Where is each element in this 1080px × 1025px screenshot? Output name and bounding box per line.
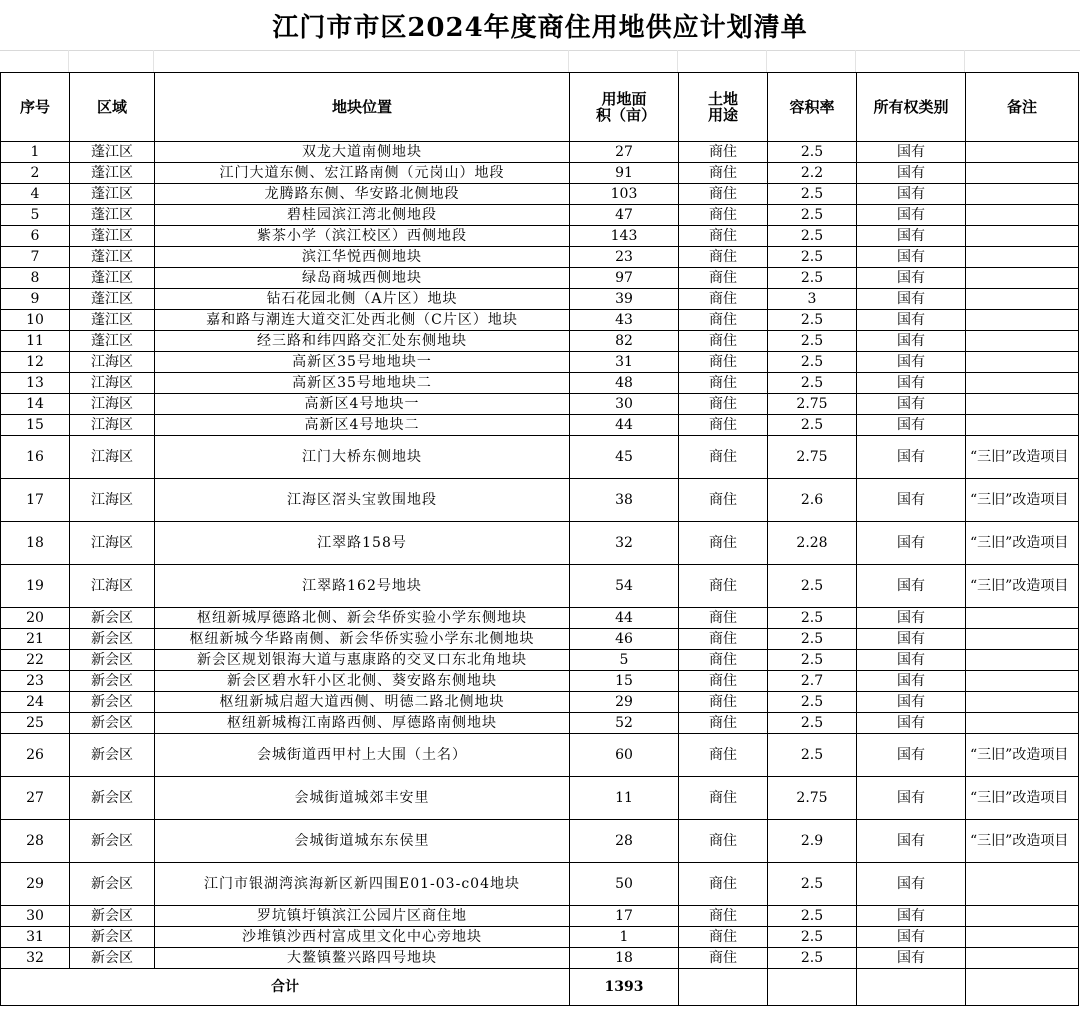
- cell-seq: 11: [1, 331, 70, 352]
- cell-area: 143: [570, 226, 679, 247]
- cell-use: 商住: [679, 522, 768, 565]
- cell-note: [966, 289, 1079, 310]
- table-row: [1, 436, 1079, 479]
- cell-seq: 28: [1, 820, 70, 863]
- cell-ownership: 国有: [857, 247, 966, 268]
- cell-use: 商住: [679, 205, 768, 226]
- cell-area: 1: [570, 927, 679, 948]
- cell-district: 蓬江区: [70, 205, 155, 226]
- table-row: [1, 394, 1079, 415]
- cell-note: [966, 927, 1079, 948]
- cell-note: [966, 692, 1079, 713]
- cell-ownership: 国有: [857, 163, 966, 184]
- cell-district: 新会区: [70, 692, 155, 713]
- cell-area: 97: [570, 268, 679, 289]
- cell-note: [966, 394, 1079, 415]
- cell-far: 2.5: [768, 906, 857, 927]
- cell-seq: 10: [1, 310, 70, 331]
- total-label: 合计: [1, 969, 570, 1006]
- cell-use: 商住: [679, 629, 768, 650]
- table-row: [1, 565, 1079, 608]
- cell-district: 蓬江区: [70, 247, 155, 268]
- cell-district: 新会区: [70, 948, 155, 969]
- cell-far: 2.75: [768, 394, 857, 415]
- cell-district: 蓬江区: [70, 184, 155, 205]
- cell-ownership: 国有: [857, 310, 966, 331]
- table-row: [1, 948, 1079, 969]
- cell-use: 商住: [679, 142, 768, 163]
- cell-ownership: 国有: [857, 142, 966, 163]
- cell-far: 2.5: [768, 565, 857, 608]
- cell-area: 11: [570, 777, 679, 820]
- cell-use: 商住: [679, 289, 768, 310]
- cell-area: 28: [570, 820, 679, 863]
- table-row: [1, 415, 1079, 436]
- cell-use: 商住: [679, 184, 768, 205]
- cell-area: 46: [570, 629, 679, 650]
- cell-area: 50: [570, 863, 679, 906]
- cell-ownership: 国有: [857, 650, 966, 671]
- cell-use: 商住: [679, 479, 768, 522]
- cell-far: 2.7: [768, 671, 857, 692]
- total-row: [1, 969, 1079, 1006]
- cell-ownership: 国有: [857, 948, 966, 969]
- cell-ownership: 国有: [857, 394, 966, 415]
- cell-far: 2.5: [768, 927, 857, 948]
- cell-use: 商住: [679, 863, 768, 906]
- table-row: [1, 479, 1079, 522]
- cell-far: 2.5: [768, 629, 857, 650]
- cell-use: 商住: [679, 331, 768, 352]
- cell-district: 江海区: [70, 415, 155, 436]
- cell-area: 44: [570, 415, 679, 436]
- cell-district: 蓬江区: [70, 163, 155, 184]
- table-row: [1, 671, 1079, 692]
- grid-lines: [0, 50, 1080, 72]
- cell-district: 江海区: [70, 565, 155, 608]
- cell-location: 会城街道城东东侯里: [155, 820, 570, 863]
- cell-district: 蓬江区: [70, 310, 155, 331]
- header-row: [1, 73, 1079, 142]
- table-row: [1, 777, 1079, 820]
- cell-district: 新会区: [70, 906, 155, 927]
- cell-location: 沙堆镇沙西村富成里文化中心旁地块: [155, 927, 570, 948]
- table-row: [1, 142, 1079, 163]
- cell-far: 2.5: [768, 650, 857, 671]
- cell-seq: 27: [1, 777, 70, 820]
- cell-ownership: 国有: [857, 629, 966, 650]
- total-empty: [857, 969, 966, 1006]
- cell-note: [966, 142, 1079, 163]
- cell-ownership: 国有: [857, 863, 966, 906]
- cell-location: 江门大桥东侧地块: [155, 436, 570, 479]
- cell-seq: 2: [1, 163, 70, 184]
- cell-area: 23: [570, 247, 679, 268]
- cell-location: 江翠路162号地块: [155, 565, 570, 608]
- cell-far: 2.5: [768, 734, 857, 777]
- header-ownership: 所有权类别: [857, 73, 966, 142]
- header-use: 土地用途: [679, 73, 768, 142]
- cell-seq: 19: [1, 565, 70, 608]
- cell-district: 江海区: [70, 394, 155, 415]
- cell-ownership: 国有: [857, 289, 966, 310]
- cell-note: “三旧”改造项目: [966, 479, 1079, 522]
- table-row: [1, 692, 1079, 713]
- cell-area: 45: [570, 436, 679, 479]
- cell-note: [966, 163, 1079, 184]
- page-title: 江门市市区2024年度商住用地供应计划清单: [0, 0, 1080, 51]
- cell-use: 商住: [679, 734, 768, 777]
- cell-use: 商住: [679, 671, 768, 692]
- cell-use: 商住: [679, 373, 768, 394]
- cell-seq: 13: [1, 373, 70, 394]
- cell-district: 蓬江区: [70, 289, 155, 310]
- cell-note: [966, 629, 1079, 650]
- cell-use: 商住: [679, 310, 768, 331]
- cell-location: 龙腾路东侧、华安路北侧地段: [155, 184, 570, 205]
- cell-seq: 18: [1, 522, 70, 565]
- cell-far: 2.5: [768, 331, 857, 352]
- cell-district: 新会区: [70, 650, 155, 671]
- cell-ownership: 国有: [857, 734, 966, 777]
- cell-seq: 25: [1, 713, 70, 734]
- cell-use: 商住: [679, 777, 768, 820]
- cell-seq: 29: [1, 863, 70, 906]
- cell-area: 17: [570, 906, 679, 927]
- cell-note: [966, 247, 1079, 268]
- cell-location: 枢纽新城厚德路北侧、新会华侨实验小学东侧地块: [155, 608, 570, 629]
- cell-location: 枢纽新城今华路南侧、新会华侨实验小学东北侧地块: [155, 629, 570, 650]
- cell-use: 商住: [679, 268, 768, 289]
- cell-seq: 14: [1, 394, 70, 415]
- table-row: [1, 820, 1079, 863]
- cell-seq: 15: [1, 415, 70, 436]
- table-row: [1, 352, 1079, 373]
- cell-district: 江海区: [70, 373, 155, 394]
- cell-note: [966, 310, 1079, 331]
- cell-location: 高新区35号地地块二: [155, 373, 570, 394]
- cell-use: 商住: [679, 415, 768, 436]
- cell-district: 蓬江区: [70, 331, 155, 352]
- cell-ownership: 国有: [857, 373, 966, 394]
- cell-district: 新会区: [70, 777, 155, 820]
- cell-district: 新会区: [70, 671, 155, 692]
- table-row: [1, 268, 1079, 289]
- header-note: 备注: [966, 73, 1079, 142]
- cell-location: 新会区碧水轩小区北侧、葵安路东侧地块: [155, 671, 570, 692]
- cell-area: 52: [570, 713, 679, 734]
- cell-use: 商住: [679, 820, 768, 863]
- cell-far: 2.5: [768, 352, 857, 373]
- cell-ownership: 国有: [857, 906, 966, 927]
- cell-area: 15: [570, 671, 679, 692]
- cell-ownership: 国有: [857, 713, 966, 734]
- table-row: [1, 331, 1079, 352]
- cell-area: 27: [570, 142, 679, 163]
- cell-note: “三旧”改造项目: [966, 777, 1079, 820]
- cell-area: 60: [570, 734, 679, 777]
- cell-note: “三旧”改造项目: [966, 734, 1079, 777]
- cell-far: 2.75: [768, 777, 857, 820]
- total-empty: [768, 969, 857, 1006]
- cell-location: 双龙大道南侧地块: [155, 142, 570, 163]
- cell-far: 2.5: [768, 226, 857, 247]
- cell-district: 新会区: [70, 734, 155, 777]
- cell-use: 商住: [679, 650, 768, 671]
- cell-district: 新会区: [70, 608, 155, 629]
- cell-ownership: 国有: [857, 184, 966, 205]
- cell-ownership: 国有: [857, 226, 966, 247]
- cell-area: 91: [570, 163, 679, 184]
- cell-far: 2.5: [768, 608, 857, 629]
- cell-far: 2.5: [768, 184, 857, 205]
- cell-ownership: 国有: [857, 436, 966, 479]
- header-district: 区域: [70, 73, 155, 142]
- cell-location: 高新区35号地地块一: [155, 352, 570, 373]
- cell-area: 38: [570, 479, 679, 522]
- cell-location: 碧桂园滨江湾北侧地段: [155, 205, 570, 226]
- cell-ownership: 国有: [857, 352, 966, 373]
- cell-seq: 17: [1, 479, 70, 522]
- cell-far: 2.5: [768, 692, 857, 713]
- cell-ownership: 国有: [857, 927, 966, 948]
- cell-location: 紫茶小学（滨江校区）西侧地段: [155, 226, 570, 247]
- cell-location: 大鳌镇鳌兴路四号地块: [155, 948, 570, 969]
- cell-use: 商住: [679, 565, 768, 608]
- cell-use: 商住: [679, 948, 768, 969]
- cell-note: “三旧”改造项目: [966, 565, 1079, 608]
- cell-note: “三旧”改造项目: [966, 436, 1079, 479]
- cell-area: 29: [570, 692, 679, 713]
- cell-area: 54: [570, 565, 679, 608]
- cell-note: [966, 608, 1079, 629]
- table-row: [1, 373, 1079, 394]
- cell-note: [966, 226, 1079, 247]
- cell-seq: 5: [1, 205, 70, 226]
- cell-note: “三旧”改造项目: [966, 820, 1079, 863]
- cell-seq: 1: [1, 142, 70, 163]
- cell-seq: 7: [1, 247, 70, 268]
- cell-area: 30: [570, 394, 679, 415]
- cell-district: 新会区: [70, 863, 155, 906]
- cell-area: 32: [570, 522, 679, 565]
- cell-location: 高新区4号地块二: [155, 415, 570, 436]
- cell-note: [966, 205, 1079, 226]
- cell-district: 江海区: [70, 436, 155, 479]
- cell-seq: 20: [1, 608, 70, 629]
- cell-note: [966, 906, 1079, 927]
- cell-location: 滨江华悦西侧地块: [155, 247, 570, 268]
- cell-note: [966, 948, 1079, 969]
- cell-district: 江海区: [70, 352, 155, 373]
- cell-district: 新会区: [70, 820, 155, 863]
- cell-note: [966, 331, 1079, 352]
- cell-ownership: 国有: [857, 479, 966, 522]
- cell-location: 枢纽新城梅江南路西侧、厚德路南侧地块: [155, 713, 570, 734]
- cell-location: 江海区滘头宝敦围地段: [155, 479, 570, 522]
- cell-location: 嘉和路与潮连大道交汇处西北侧（C片区）地块: [155, 310, 570, 331]
- cell-area: 5: [570, 650, 679, 671]
- cell-note: [966, 373, 1079, 394]
- table-row: [1, 310, 1079, 331]
- cell-district: 新会区: [70, 927, 155, 948]
- total-empty: [966, 969, 1079, 1006]
- cell-area: 43: [570, 310, 679, 331]
- cell-location: 江翠路158号: [155, 522, 570, 565]
- cell-far: 2.6: [768, 479, 857, 522]
- cell-note: [966, 671, 1079, 692]
- cell-area: 31: [570, 352, 679, 373]
- cell-ownership: 国有: [857, 671, 966, 692]
- cell-note: [966, 415, 1079, 436]
- cell-location: 高新区4号地块一: [155, 394, 570, 415]
- cell-location: 罗坑镇圩镇滨江公园片区商住地: [155, 906, 570, 927]
- cell-far: 2.9: [768, 820, 857, 863]
- cell-location: 会城街道西甲村上大围（土名）: [155, 734, 570, 777]
- cell-location: 绿岛商城西侧地块: [155, 268, 570, 289]
- cell-far: 2.5: [768, 310, 857, 331]
- cell-district: 蓬江区: [70, 142, 155, 163]
- cell-ownership: 国有: [857, 820, 966, 863]
- cell-ownership: 国有: [857, 268, 966, 289]
- cell-location: 会城街道城郊丰安里: [155, 777, 570, 820]
- table-row: [1, 629, 1079, 650]
- cell-far: 2.5: [768, 373, 857, 394]
- cell-far: 2.5: [768, 713, 857, 734]
- cell-seq: 6: [1, 226, 70, 247]
- table-row: [1, 205, 1079, 226]
- cell-seq: 26: [1, 734, 70, 777]
- table-row: [1, 226, 1079, 247]
- cell-use: 商住: [679, 608, 768, 629]
- cell-note: [966, 352, 1079, 373]
- total-empty: [679, 969, 768, 1006]
- cell-seq: 16: [1, 436, 70, 479]
- table-row: [1, 289, 1079, 310]
- cell-use: 商住: [679, 927, 768, 948]
- cell-area: 82: [570, 331, 679, 352]
- total-area: 1393: [570, 969, 679, 1006]
- header-location: 地块位置: [155, 73, 570, 142]
- cell-use: 商住: [679, 713, 768, 734]
- table-row: [1, 713, 1079, 734]
- table-row: [1, 522, 1079, 565]
- cell-far: 2.75: [768, 436, 857, 479]
- cell-use: 商住: [679, 352, 768, 373]
- cell-district: 新会区: [70, 629, 155, 650]
- cell-far: 2.5: [768, 268, 857, 289]
- cell-area: 48: [570, 373, 679, 394]
- cell-location: 枢纽新城启超大道西侧、明德二路北侧地块: [155, 692, 570, 713]
- cell-use: 商住: [679, 692, 768, 713]
- table-row: [1, 184, 1079, 205]
- cell-district: 江海区: [70, 479, 155, 522]
- cell-use: 商住: [679, 163, 768, 184]
- cell-far: 2.5: [768, 863, 857, 906]
- cell-area: 47: [570, 205, 679, 226]
- cell-district: 蓬江区: [70, 268, 155, 289]
- cell-district: 江海区: [70, 522, 155, 565]
- cell-ownership: 国有: [857, 692, 966, 713]
- cell-district: 新会区: [70, 713, 155, 734]
- table-row: [1, 863, 1079, 906]
- header-far: 容积率: [768, 73, 857, 142]
- cell-note: [966, 184, 1079, 205]
- cell-far: 2.5: [768, 948, 857, 969]
- cell-seq: 32: [1, 948, 70, 969]
- header-area: 用地面积（亩）: [570, 73, 679, 142]
- cell-note: [966, 650, 1079, 671]
- cell-use: 商住: [679, 906, 768, 927]
- cell-seq: 22: [1, 650, 70, 671]
- cell-ownership: 国有: [857, 415, 966, 436]
- cell-seq: 4: [1, 184, 70, 205]
- cell-seq: 12: [1, 352, 70, 373]
- cell-note: [966, 863, 1079, 906]
- cell-location: 江门大道东侧、宏江路南侧（元岗山）地段: [155, 163, 570, 184]
- cell-ownership: 国有: [857, 777, 966, 820]
- table-row: [1, 163, 1079, 184]
- cell-far: 2.5: [768, 247, 857, 268]
- cell-ownership: 国有: [857, 608, 966, 629]
- cell-seq: 30: [1, 906, 70, 927]
- cell-area: 44: [570, 608, 679, 629]
- cell-far: 2.28: [768, 522, 857, 565]
- cell-use: 商住: [679, 247, 768, 268]
- cell-ownership: 国有: [857, 205, 966, 226]
- cell-note: [966, 713, 1079, 734]
- cell-location: 江门市银湖湾滨海新区新四围E01-03-c04地块: [155, 863, 570, 906]
- cell-far: 2.5: [768, 415, 857, 436]
- table-row: [1, 927, 1079, 948]
- cell-use: 商住: [679, 394, 768, 415]
- cell-note: “三旧”改造项目: [966, 522, 1079, 565]
- cell-ownership: 国有: [857, 522, 966, 565]
- cell-ownership: 国有: [857, 331, 966, 352]
- cell-note: [966, 268, 1079, 289]
- cell-far: 2.5: [768, 205, 857, 226]
- cell-location: 钻石花园北侧（A片区）地块: [155, 289, 570, 310]
- cell-location: 新会区规划银海大道与惠康路的交叉口东北角地块: [155, 650, 570, 671]
- cell-area: 39: [570, 289, 679, 310]
- cell-far: 2.5: [768, 142, 857, 163]
- cell-area: 18: [570, 948, 679, 969]
- land-supply-table: [0, 72, 1079, 1006]
- cell-far: 3: [768, 289, 857, 310]
- cell-seq: 24: [1, 692, 70, 713]
- table-row: [1, 650, 1079, 671]
- table-row: [1, 734, 1079, 777]
- table-row: [1, 906, 1079, 927]
- cell-ownership: 国有: [857, 565, 966, 608]
- cell-use: 商住: [679, 226, 768, 247]
- cell-seq: 21: [1, 629, 70, 650]
- cell-location: 经三路和纬四路交汇处东侧地块: [155, 331, 570, 352]
- cell-district: 蓬江区: [70, 226, 155, 247]
- table-row: [1, 247, 1079, 268]
- header-seq: 序号: [1, 73, 70, 142]
- cell-seq: 9: [1, 289, 70, 310]
- cell-area: 103: [570, 184, 679, 205]
- cell-seq: 31: [1, 927, 70, 948]
- spreadsheet: [0, 50, 1080, 1025]
- cell-use: 商住: [679, 436, 768, 479]
- cell-far: 2.2: [768, 163, 857, 184]
- cell-seq: 23: [1, 671, 70, 692]
- cell-seq: 8: [1, 268, 70, 289]
- table-row: [1, 608, 1079, 629]
